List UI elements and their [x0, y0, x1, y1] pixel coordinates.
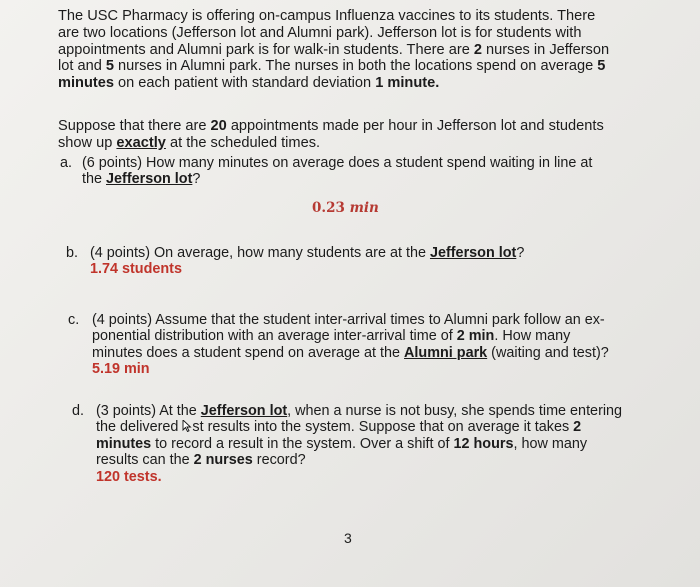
text: nurses in Alumni park. The nurses in both the locations spend on average: [114, 58, 598, 75]
question-marker: d.: [72, 403, 85, 419]
text-bold: 2 min: [456, 328, 495, 345]
text-underlined: Alumni park: [404, 344, 488, 361]
text: ?: [192, 171, 201, 188]
text: the: [82, 171, 107, 188]
question-b: [66, 245, 626, 278]
text: appointments and Alumni park is for walk-in students. There are: [58, 41, 474, 58]
text-underlined: Jefferson lot: [429, 245, 517, 261]
text: (6 points) How many minutes on average does a student spend waiting in line at: [82, 155, 593, 171]
suppose-paragraph: [58, 118, 662, 152]
text-bold: 5: [597, 58, 606, 75]
text: (4 points) On average, how many students are at the: [90, 245, 430, 261]
answer-c: 5.19 min: [92, 361, 150, 378]
text-bold: minutes: [96, 435, 152, 452]
question-text: [82, 155, 660, 188]
text: on each patient with standard deviation: [113, 75, 376, 92]
text: minutes does a student spend on average at the: [92, 344, 405, 361]
intro-line: [58, 58, 662, 75]
question-d: [72, 403, 660, 485]
text: The USC Pharmacy is offering on-campus Influenza vaccines to its students. There: [58, 8, 596, 24]
text-bold: 12 hours: [453, 435, 514, 452]
intro-line: [58, 75, 662, 92]
text: at the scheduled times.: [165, 134, 321, 151]
intro-paragraph: [58, 8, 662, 92]
text-underlined: Jefferson lot: [200, 403, 288, 419]
question-text: [96, 403, 660, 469]
text-bold: 1 minute.: [375, 75, 440, 92]
question-text: [90, 245, 626, 261]
mouse-pointer-icon: [182, 420, 192, 432]
text: the delivered: [96, 419, 183, 436]
question-marker: c.: [68, 312, 80, 328]
text: (4 points) Assume that the student inter-arrival times to Alumni park follow an ex-: [92, 312, 605, 328]
text: appointments made per hour in Jefferson lot and students: [226, 118, 604, 134]
answer-d: 120 tests.: [96, 468, 162, 485]
text: show up: [58, 134, 117, 151]
answer-value: 0.23: [312, 200, 345, 216]
question-text: [92, 312, 658, 361]
text-underlined: exactly: [116, 134, 166, 151]
text: Suppose that there are: [58, 118, 211, 134]
text: lot and: [58, 58, 106, 75]
intro-line: [58, 25, 662, 42]
answer-unit: min: [349, 200, 379, 216]
text-bold: 2: [473, 41, 482, 58]
question-c: [68, 312, 658, 378]
text: (3 points) At the: [96, 403, 201, 419]
question-a: [60, 155, 660, 188]
text: record?: [252, 452, 306, 469]
text: ?: [516, 245, 525, 261]
text: nurses in Jefferson: [482, 41, 610, 58]
answer-a: [312, 200, 379, 216]
text-bold: 2 nurses: [193, 452, 253, 469]
text: , when a nurse is not busy, she spends time entering: [287, 403, 623, 419]
text-bold: 20: [210, 118, 227, 134]
intro-line: [58, 42, 662, 59]
text-bold: 5: [105, 58, 114, 75]
text: ponential distribution with an average inter-arrival time of: [92, 328, 457, 345]
text-bold: 2: [573, 419, 582, 436]
question-marker: a.: [60, 155, 73, 171]
text: , how many: [513, 435, 588, 452]
intro-line: [58, 8, 662, 25]
text: are two locations (Jefferson lot and Alumni park). Jefferson lot is for students with: [58, 24, 582, 41]
text: st results into the system. Suppose that on average it takes: [192, 419, 574, 436]
text-bold: minutes: [58, 75, 114, 92]
text-underlined: Jefferson lot: [106, 171, 193, 188]
text: . How many: [494, 328, 571, 345]
text: (waiting and test)?: [487, 344, 609, 361]
answer-b: 1.74 students: [90, 261, 182, 278]
page-number: 3: [344, 530, 352, 546]
text: results can the: [96, 452, 194, 469]
text: to record a result in the system. Over a shift of: [151, 435, 454, 452]
suppose-line: [58, 118, 662, 135]
suppose-line: [58, 135, 662, 152]
question-marker: b.: [66, 245, 79, 261]
